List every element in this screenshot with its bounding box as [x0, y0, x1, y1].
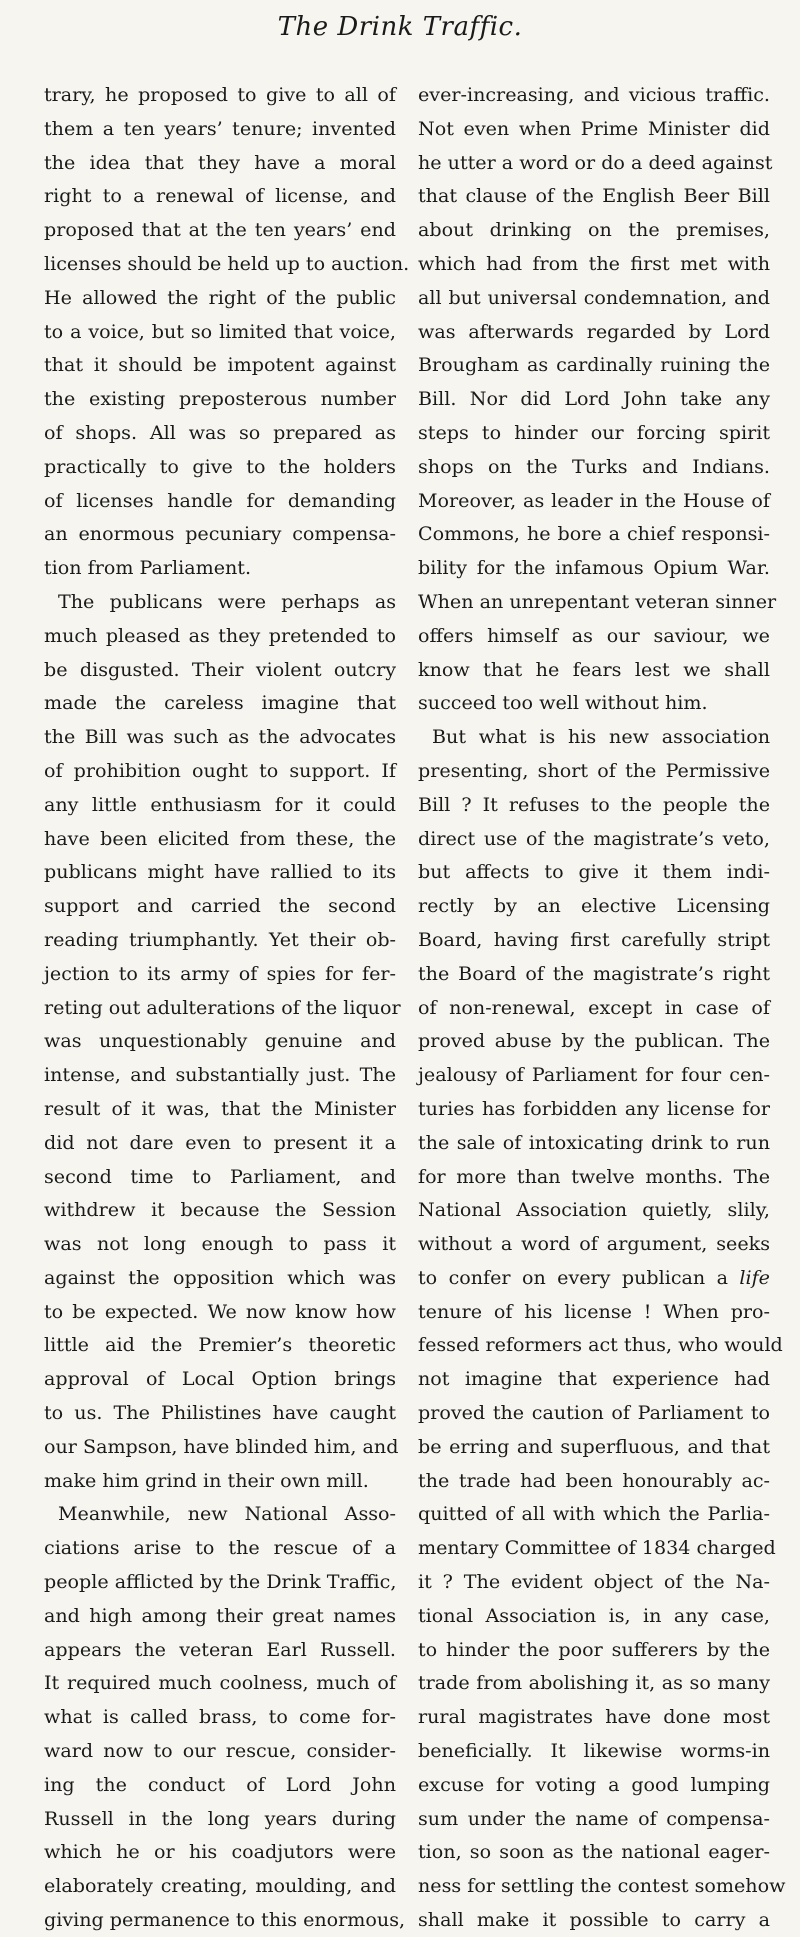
text-line: proved the caution of Parliament to	[418, 1401, 770, 1425]
text-line: rural magistrates have done most	[418, 1705, 770, 1729]
text-line: without a word of argument, seeks	[418, 1232, 770, 1256]
text-line: giving permanence to this enormous,	[44, 1908, 406, 1932]
right-column	[418, 78, 786, 1937]
text-line: proposed that at the ten years’ end	[44, 218, 396, 242]
text-line: right to a renewal of license, and	[44, 184, 396, 208]
text-line: the existing preposterous number	[44, 387, 396, 411]
text-line: second time to Parliament, and	[44, 1164, 396, 1188]
text-line: did not dare even to present it a	[44, 1130, 396, 1154]
text-line: and high among their great names	[44, 1603, 396, 1627]
text-line: Brougham as cardinally ruining the	[418, 353, 770, 377]
text-line: excuse for voting a good lumping	[418, 1772, 770, 1796]
text-line: was not long enough to pass it	[44, 1232, 396, 1256]
text-line: much pleased as they pretended to	[44, 623, 396, 647]
text-line: which had from the first met with	[418, 251, 770, 275]
text-line: was afterwards regarded by Lord	[418, 319, 770, 343]
text-line: Bill ? It refuses to the people the	[418, 792, 770, 816]
text-line: shops on the Turks and Indians.	[418, 454, 770, 478]
text-line: Board, having first carefully stript	[418, 927, 770, 951]
text-line: about drinking on the premises,	[418, 218, 770, 242]
text-line: Not even when Prime Minister did	[418, 116, 770, 140]
text-line: against the opposition which was	[44, 1265, 396, 1289]
text-line: Commons, he bore a chief responsi-	[418, 522, 770, 546]
text-line: all but universal condemnation, and	[418, 285, 770, 309]
text-line: shall make it possible to carry a	[418, 1908, 770, 1932]
text-line: tional Association is, in any case,	[418, 1603, 770, 1627]
text-line: It required much coolness, much of	[44, 1671, 396, 1695]
text-line: sum under the name of compensa-	[418, 1806, 770, 1830]
text-line: withdrew it because the Session	[44, 1198, 396, 1222]
text-line: trary, he proposed to give to all of	[44, 83, 396, 106]
text-line: to hinder the poor sufferers by the	[418, 1637, 770, 1661]
text-line: steps to hinder our forcing spirit	[418, 420, 770, 444]
text-line: approval of Local Option brings	[44, 1367, 396, 1391]
text-line: an enormous pecuniary compensa-	[44, 522, 396, 546]
text-line: The publicans were perhaps as	[58, 589, 396, 613]
text-line: ward now to our rescue, consider-	[44, 1739, 396, 1763]
text-line: which he or his coadjutors were	[44, 1840, 396, 1864]
text-line: tion from Parliament.	[44, 556, 252, 580]
text-line: any little enthusiasm for it could	[44, 792, 396, 816]
running-head: The Drink Traffic.	[277, 12, 523, 42]
text-line: ness for settling the contest somehow	[418, 1874, 786, 1898]
text-line: jection to its army of spies for fer-	[44, 961, 396, 985]
text-line: he utter a word or do a deed against	[418, 150, 773, 174]
text-line: But what is his new association	[432, 725, 770, 749]
text-line: direct use of the magistrate’s veto,	[418, 826, 770, 850]
text-line: to confer on every publican a life	[418, 1265, 770, 1289]
text-line: the Board of the magistrate’s right	[418, 961, 770, 985]
text-line: presenting, short of the Permissive	[418, 758, 770, 782]
text-line: reting out adulterations of the liquor	[44, 995, 401, 1019]
text-line: turies has forbidden any license for	[418, 1096, 770, 1120]
text-line: fessed reformers act thus, who would	[418, 1333, 783, 1357]
text-line: the Bill was such as the advocates	[44, 725, 396, 749]
text-line: to us. The Philistines have caught	[44, 1401, 396, 1425]
text-line: practically to give to the holders	[44, 454, 396, 478]
text-line: ing the conduct of Lord John	[44, 1772, 396, 1796]
text-line: succeed too well without him.	[418, 691, 708, 715]
left-column	[44, 78, 410, 1937]
text-line: that clause of the English Beer Bill	[418, 184, 770, 208]
text-line: Bill. Nor did Lord John take any	[418, 387, 770, 411]
text-line: quitted of all with which the Parlia-	[418, 1502, 770, 1526]
text-line: Moreover, as leader in the House of	[418, 488, 770, 512]
text-line: jealousy of Parliament for four cen-	[418, 1063, 770, 1087]
text-line: When an unrepentant veteran sinner	[418, 589, 777, 613]
text-line: our Sampson, have blinded him, and	[44, 1434, 399, 1458]
text-line: of licenses handle for demanding	[44, 488, 396, 512]
text-line: know that he fears lest we shall	[418, 657, 770, 681]
text-line: not imagine that experience had	[418, 1367, 770, 1391]
text-line: licenses should be held up to auction.	[44, 251, 410, 275]
text-line: mentary Committee of 1834 charged	[418, 1536, 776, 1560]
text-line: appears the veteran Earl Russell.	[44, 1637, 396, 1661]
text-line: ciations arise to the rescue of a	[44, 1536, 396, 1560]
text-line: to be expected. We now know how	[44, 1299, 396, 1323]
text-line: of shops. All was so prepared as	[44, 420, 396, 444]
text-line: that it should be impotent against	[44, 353, 396, 377]
text-line: of prohibition ought to support. If	[44, 758, 396, 782]
text-line: was unquestionably genuine and	[44, 1029, 396, 1053]
text-line: National Association quietly, slily,	[418, 1198, 770, 1222]
text-line: ever-increasing, and vicious traffic.	[418, 83, 770, 106]
text-line: little aid the Premier’s theoretic	[44, 1333, 396, 1357]
text-line: people afflicted by the Drink Traffic,	[44, 1570, 397, 1594]
text-line: the idea that they have a moral	[44, 150, 396, 174]
text-line: rectly by an elective Licensing	[418, 894, 770, 918]
text-line: He allowed the right of the public	[44, 285, 396, 309]
text-line: Russell in the long years during	[44, 1806, 396, 1830]
text-line: made the careless imagine that	[44, 691, 396, 715]
text-line: but affects to give it them indi-	[418, 860, 770, 884]
text-line: elaborately creating, moulding, and	[44, 1874, 396, 1898]
text-line: make him grind in their own mill.	[44, 1468, 369, 1492]
text-line: proved abuse by the publican. The	[418, 1029, 770, 1053]
text-line: to a voice, but so limited that voice,	[44, 319, 396, 343]
text-line: Meanwhile, new National Asso-	[58, 1502, 396, 1526]
text-line: the trade had been honourably ac-	[418, 1468, 770, 1492]
text-line: it ? The evident object of the Na-	[418, 1570, 770, 1594]
text-line: the sale of intoxicating drink to run	[418, 1130, 770, 1154]
text-line: beneficially. It likewise worms-in	[418, 1739, 770, 1763]
text-line: result of it was, that the Minister	[44, 1096, 396, 1120]
text-line: publicans might have rallied to its	[44, 860, 396, 884]
text-line: them a ten years’ tenure; invented	[44, 116, 396, 140]
text-line: offers himself as our saviour, we	[418, 623, 770, 647]
text-line: what is called brass, to come for-	[44, 1705, 396, 1729]
text-line: intense, and substantially just. The	[44, 1063, 396, 1087]
text-line: be erring and superfluous, and that	[418, 1434, 770, 1458]
text-line: be disgusted. Their violent outcry	[44, 657, 396, 681]
text-line: of non-renewal, except in case of	[418, 995, 770, 1019]
text-line: have been elicited from these, the	[44, 826, 396, 850]
text-line: bility for the infamous Opium War.	[418, 556, 770, 580]
text-line: support and carried the second	[44, 894, 396, 918]
text-line: tenure of his license ! When pro-	[418, 1299, 770, 1323]
text-line: tion, so soon as the national eager-	[418, 1840, 770, 1864]
text-line: reading triumphantly. Yet their ob-	[44, 927, 396, 951]
text-line: trade from abolishing it, as so many	[418, 1671, 770, 1695]
text-line: for more than twelve months. The	[418, 1164, 770, 1188]
